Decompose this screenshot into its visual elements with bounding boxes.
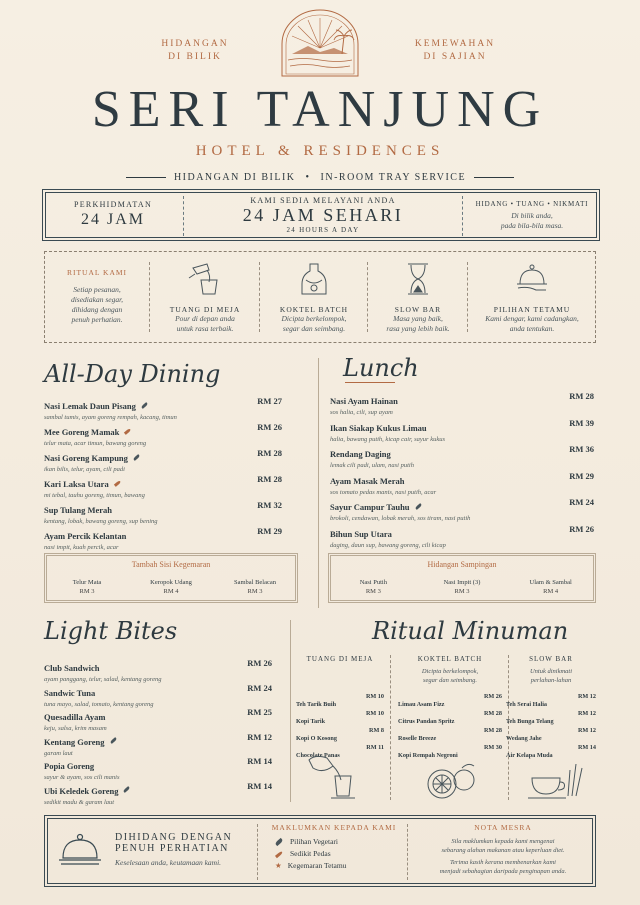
- menu-item-name: Kentang Goreng: [44, 736, 105, 747]
- drink-column-sub: [296, 667, 384, 676]
- menu-item: [44, 756, 272, 781]
- drink-name: Air Kelapa Muda: [506, 752, 553, 759]
- menu-item-price: RM 28: [257, 448, 282, 458]
- menu-item-price: RM 24: [247, 682, 272, 693]
- menu-item: [44, 732, 272, 757]
- menu-item-name: Ayam Percik Kelantan: [44, 531, 127, 541]
- hourglass-icon: [400, 262, 436, 296]
- ritual-step-title: KOKTEL BATCH: [279, 305, 349, 314]
- menu-item: [330, 497, 594, 524]
- hidangan-sampingan-title: Hidangan Sampingan: [427, 560, 497, 569]
- header-left-line2: DI BILIK: [168, 52, 222, 62]
- menu-item-desc: sedikit madu & garam laut: [44, 798, 115, 806]
- drink-column-title: TUANG DI MEJA: [306, 655, 374, 663]
- banner-center: [183, 196, 463, 236]
- divider: [257, 824, 258, 880]
- light-bites-list: [44, 658, 272, 805]
- section-title-lunch: Lunch: [343, 354, 419, 382]
- drink-name: Limau Asam Fizz: [398, 701, 445, 708]
- star-icon: ★: [275, 861, 282, 870]
- menu-item: [330, 471, 594, 498]
- drink-column-title: SLOW BAR: [529, 655, 573, 663]
- ritual-step-desc-2: rasa yang lebih baik.: [386, 324, 450, 333]
- legend-vegetarian: Pilihan Vegetari: [290, 837, 338, 846]
- tagline-part-2: IN-ROOM TRAY SERVICE: [320, 172, 467, 183]
- menu-item-price: RM 24: [569, 497, 594, 507]
- menu-item-desc: garam laut: [44, 749, 73, 757]
- menu-item-name: Sandwic Tuna: [44, 687, 96, 698]
- menu-item-name: Sup Tulang Merah: [44, 505, 113, 515]
- footer-left-text: [115, 832, 255, 868]
- menu-item-desc: mi tebal, tauhu goreng, timun, bawang: [44, 492, 145, 499]
- ritual-step-title: PILIHAN TETAMU: [493, 305, 571, 314]
- side-item-price: RM 3: [247, 588, 263, 595]
- legend-title: MAKLUMKAN KEPADA KAMI: [271, 823, 397, 832]
- all-day-dining-list: [44, 396, 282, 552]
- menu-item: [330, 524, 594, 551]
- ritual-intro: [53, 268, 141, 325]
- drink-name: Chocolate Panas: [296, 752, 340, 759]
- drink-price: RM 12: [577, 693, 596, 700]
- side-item: [422, 579, 502, 595]
- footer-note: [413, 823, 593, 876]
- bottle-icon: [296, 262, 332, 296]
- side-item-name: Ulam & Sambal: [529, 579, 572, 586]
- side-item-name: Telur Mata: [72, 579, 102, 586]
- menu-item-name: Nasi Ayam Hainan: [330, 396, 398, 406]
- tagline-part-1: HIDANGAN DI BILIK: [173, 172, 296, 183]
- menu-item: [44, 448, 282, 474]
- drink-column-sub: [296, 676, 384, 685]
- drink-item: [398, 710, 502, 727]
- drink-price: RM 10: [365, 693, 384, 700]
- ritual-step-pilihan: [469, 262, 595, 334]
- banner-center-label: KAMI SEDIA MELAYANI ANDA: [250, 196, 396, 205]
- drink-price: RM 28: [483, 710, 502, 717]
- footer-left-sub: Keselesaan anda, keutamaan kami.: [115, 858, 222, 867]
- cloche-hand-icon: [514, 262, 550, 296]
- menu-item-price: RM 26: [247, 658, 272, 668]
- menu-item-price: RM 36: [569, 444, 594, 454]
- hidangan-sampingan-box: [328, 553, 596, 603]
- menu-item-desc: telur mata, acar timun, bawang goreng: [44, 440, 147, 447]
- drink-column-title: KOKTEL BATCH: [417, 655, 483, 663]
- hidangan-sampingan-items: [329, 579, 595, 595]
- citrus-icon: [420, 760, 480, 802]
- menu-item-name: Nasi Goreng Kampung: [44, 453, 128, 463]
- lunch-list: [330, 391, 594, 550]
- drink-item: [506, 693, 596, 710]
- side-item-name: Nasi Putih: [359, 579, 387, 586]
- menu-item-price: RM 29: [569, 470, 594, 481]
- menu-item-name: Bihun Sup Utara: [330, 528, 392, 539]
- tea-cup-icon: [526, 760, 586, 802]
- menu-item-name: Kari Laksa Utara: [44, 479, 109, 489]
- ritual-step-title: SLOW BAR: [394, 305, 442, 314]
- menu-item: [44, 396, 282, 422]
- footer-box: [44, 815, 596, 887]
- drink-name: Wedang Jahe: [506, 735, 542, 742]
- note-line-1: Sila maklumkan kepada kami mengenai: [451, 838, 555, 845]
- menu-item-desc: sambal tumis, ayam goreng rempah, kacang, timun: [44, 414, 177, 421]
- drink-name: Kopi Rempah Negroni: [398, 752, 458, 759]
- banner-right-label: HIDANG • TUANG • NIKMATI: [475, 200, 589, 208]
- menu-item-desc: brokoli, cendawan, lobak merah, sos tiram, nasi putih: [330, 515, 471, 522]
- side-item: [47, 579, 127, 595]
- drink-price: RM 10: [365, 710, 384, 717]
- drink-column-sub: Untuk dinikmati: [529, 668, 573, 675]
- note-line-3: Terima kasih kerana membenarkan kami: [450, 859, 556, 866]
- ritual-step-slowbar: [369, 262, 467, 334]
- drink-name: Teh Tarik Buih: [296, 701, 337, 708]
- cloche-icon: [57, 832, 103, 868]
- drink-name: Teh Bunga Telang: [506, 718, 554, 725]
- menu-item-desc: lemak cili padi, ulam, nasi putih: [330, 462, 414, 469]
- ritual-step-desc-1: Kami dengar, kami cadangkan,: [485, 314, 579, 323]
- drink-price: RM 14: [577, 744, 596, 751]
- leaf-icon: [123, 786, 130, 793]
- menu-item: [44, 781, 272, 806]
- banner-left: [43, 200, 183, 229]
- drink-column: [506, 655, 596, 761]
- note-line-2: sebarang alahan makanan atau keperluan diet.: [441, 847, 565, 854]
- header-right-line1: KEMEWAHAN: [414, 39, 496, 49]
- banner-right-line1: Di bilik anda,: [511, 211, 553, 220]
- brand-title: SERI TANJUNG: [91, 81, 549, 138]
- header-left-line1: HIDANGAN: [161, 39, 229, 49]
- chili-icon: [124, 428, 131, 435]
- menu-item-name: Ayam Masak Merah: [330, 475, 405, 486]
- menu-item-desc: kentang, lobak, bawang goreng, sup bening: [44, 518, 158, 525]
- side-item-price: RM 4: [163, 588, 179, 595]
- ritual-step-desc-2: untuk rasa terbaik.: [176, 324, 234, 333]
- tambah-sisi-items: [45, 579, 297, 595]
- menu-item-name: Sayur Campur Tauhu: [330, 502, 410, 512]
- divider: [467, 262, 468, 332]
- menu-item-price: RM 26: [257, 422, 282, 432]
- side-item-price: RM 3: [365, 588, 381, 595]
- lunch-underline: [345, 382, 395, 383]
- menu-item: [330, 444, 594, 471]
- chili-icon: [275, 851, 283, 858]
- menu-item-price: RM 28: [569, 391, 594, 401]
- drink-item: [296, 693, 384, 710]
- banner-left-label: PERKHIDMATAN: [73, 200, 153, 209]
- side-item: [511, 579, 591, 595]
- legend-favourite: Kegemaran Tetamu: [287, 861, 347, 870]
- drink-name: Kopi Tarik: [296, 718, 326, 725]
- ritual-intro-4: penuh perhatian.: [71, 315, 123, 324]
- menu-item-name: Club Sandwich: [44, 663, 100, 673]
- drink-item: [506, 744, 596, 761]
- header-right-line2: DI SAJIAN: [423, 52, 487, 62]
- menu-item-desc: nasi impit, kuah percik, acar: [44, 544, 119, 551]
- ritual-kami-box: [44, 251, 596, 343]
- menu-item-name: Nasi Lemak Daun Pisang: [44, 401, 136, 411]
- drink-column-sub: perlahan-lahan: [530, 677, 572, 684]
- drink-item: [398, 727, 502, 744]
- column-divider: [290, 620, 291, 802]
- menu-item-price: RM 12: [247, 731, 272, 742]
- banner-right: [463, 200, 601, 231]
- menu-item-name: Ubi Keledek Goreng: [44, 785, 119, 796]
- ritual-step-title: TUANG DI MEJA: [169, 305, 241, 314]
- ritual-step-koktel: [261, 262, 367, 334]
- banner-left-value: 24 JAM: [80, 211, 145, 228]
- drink-price: RM 12: [577, 710, 596, 717]
- brand-subtitle: HOTEL & RESIDENCES: [195, 143, 445, 159]
- ritual-step-desc-2: segar dan seimbang.: [282, 324, 346, 333]
- banner-right-line2: pada bila-bila masa.: [500, 221, 564, 230]
- divider: [259, 262, 260, 332]
- drink-item: [398, 693, 502, 710]
- menu-item: [44, 658, 272, 683]
- menu-item-desc: tuna mayo, salad, tomato, kentang goreng: [44, 700, 154, 708]
- menu-item: [44, 422, 282, 448]
- column-divider: [318, 358, 319, 608]
- divider: [407, 824, 408, 880]
- menu-item-desc: keju, salsa, krim masam: [44, 725, 107, 732]
- service-hours-banner: [42, 189, 600, 241]
- drink-price: RM 11: [366, 744, 384, 751]
- menu-item: [44, 526, 282, 552]
- side-item-name: Nasi Impit (3): [443, 579, 481, 586]
- drink-item: [506, 710, 596, 727]
- header-left-tag: [150, 38, 240, 64]
- menu-item: [44, 683, 272, 708]
- section-title-all-day-dining: All-Day Dining: [44, 360, 221, 388]
- footer-left-title-1: DIHIDANG DENGAN: [115, 832, 233, 843]
- drink-price: RM 26: [483, 693, 502, 700]
- section-title-light-bites: Light Bites: [44, 617, 178, 645]
- leaf-icon: [109, 737, 116, 744]
- leaf-icon: [141, 402, 148, 409]
- menu-item-name: Mee Goreng Mamak: [44, 427, 120, 437]
- menu-item-price: RM 25: [247, 707, 272, 717]
- side-item-price: RM 4: [543, 588, 559, 595]
- side-item: [131, 579, 211, 595]
- drink-name: Teh Serai Halia: [506, 701, 548, 708]
- drink-item: [296, 710, 384, 727]
- drink-name: Citrus Pandan Spritz: [398, 718, 455, 725]
- menu-item-price: RM 26: [569, 523, 594, 534]
- side-item-price: RM 3: [454, 588, 470, 595]
- menu-item-price: RM 27: [257, 396, 282, 406]
- drink-price: RM 30: [483, 744, 502, 751]
- tagline-bullet: •: [305, 172, 311, 183]
- tambah-sisi-title: Tambah Sisi Kegemaran: [131, 560, 211, 569]
- ritual-intro-3: dihidang dengan: [71, 305, 123, 314]
- note-line-4: menjadi sebahagian daripada penginapan anda.: [439, 868, 567, 875]
- leaf-icon: [275, 838, 284, 846]
- drink-name: Kopi O Kosong: [296, 735, 337, 742]
- ritual-intro-1: Setiap pesanan,: [73, 285, 121, 294]
- divider: [367, 262, 368, 332]
- menu-item-desc: sos halia, cili, sup ayam: [330, 409, 393, 416]
- leaf-icon: [133, 454, 140, 461]
- note-title: NOTA MESRA: [474, 823, 532, 832]
- menu-item-desc: halia, bawang putih, kicap cair, sayur kukus: [330, 435, 446, 443]
- menu-item-price: RM 32: [257, 500, 282, 510]
- drink-price: RM 12: [577, 727, 596, 734]
- ritual-step-desc-1: Dicipta berkelompok,: [281, 314, 347, 323]
- drink-item: [398, 744, 502, 761]
- teapot-pour-icon: [305, 752, 365, 800]
- menu-item-price: RM 28: [257, 474, 282, 484]
- ritual-title: RITUAL KAMI: [66, 268, 128, 277]
- side-item-name: Keropok Udang: [150, 579, 192, 586]
- menu-item: [44, 500, 282, 526]
- side-item-price: RM 3: [79, 588, 95, 595]
- drink-column-sub: Dicipta berkelompok,: [421, 668, 479, 675]
- pouring-icon: [187, 262, 223, 296]
- divider: [149, 262, 150, 332]
- chili-icon: [114, 480, 121, 487]
- leaf-icon: [414, 503, 421, 510]
- menu-item: [330, 418, 594, 445]
- menu-item-desc: sos tomato pedas manis, nasi putih, acar: [330, 488, 437, 496]
- menu-item: [330, 391, 594, 418]
- ritual-intro-2: disediakan segar,: [70, 295, 124, 304]
- side-item: [215, 579, 295, 595]
- menu-item: [44, 707, 272, 732]
- side-item: [333, 579, 413, 595]
- footer-legend: [265, 823, 403, 870]
- menu-item-desc: ikan bilis, telur, ayam, cili padi: [44, 466, 125, 473]
- ritual-step-tuang: [151, 262, 259, 334]
- menu-item-desc: sayur & ayam, sos cili manis: [44, 774, 120, 781]
- drink-column: [398, 655, 502, 761]
- menu-item-desc: ayam panggang, telur, salad, kentang goreng: [44, 676, 162, 683]
- drink-column-sub: segar dan seimbang.: [423, 677, 477, 684]
- legend-spicy: Sedikit Pedas: [290, 849, 331, 858]
- ritual-step-desc-1: Pour di depan anda: [175, 314, 235, 323]
- menu-item-name: Rendang Daging: [330, 449, 391, 459]
- drink-item: [296, 727, 384, 744]
- menu-item: [44, 474, 282, 500]
- divider: [390, 655, 391, 800]
- menu-item-price: RM 14: [247, 756, 272, 766]
- ritual-step-desc-2: anda tentukan.: [509, 324, 555, 333]
- banner-center-sub: 24 HOURS A DAY: [286, 226, 360, 234]
- menu-item-name: Popia Goreng: [44, 761, 95, 771]
- footer-left-title-2: PENUH PERHATIAN: [115, 843, 229, 854]
- menu-item-price: RM 29: [257, 526, 282, 536]
- drink-column: [296, 655, 384, 761]
- section-title-ritual-minuman: Ritual Minuman: [372, 617, 569, 645]
- header-right-tag: [400, 38, 510, 64]
- banner-center-value: 24 JAM SEHARI: [242, 205, 404, 225]
- drink-item: [506, 727, 596, 744]
- menu-item-name: Quesadilla Ayam: [44, 712, 106, 722]
- drink-name: Roselle Breeze: [398, 735, 437, 742]
- menu-item-name: Ikan Siakap Kukus Limau: [330, 422, 427, 433]
- tambah-sisi-box: [44, 553, 298, 603]
- service-tagline: [0, 172, 640, 183]
- side-item-name: Sambal Belacan: [233, 579, 277, 586]
- sunset-island-logo-icon: [278, 8, 362, 78]
- drink-price: RM 28: [483, 727, 502, 734]
- menu-item-desc: daging, daun sup, bawang goreng, cili kicap: [330, 541, 446, 549]
- menu-item-price: RM 39: [569, 417, 594, 428]
- menu-item-price: RM 14: [247, 780, 272, 791]
- drink-price: RM 8: [369, 727, 384, 734]
- ritual-step-desc-1: Masa yang baik,: [393, 314, 443, 323]
